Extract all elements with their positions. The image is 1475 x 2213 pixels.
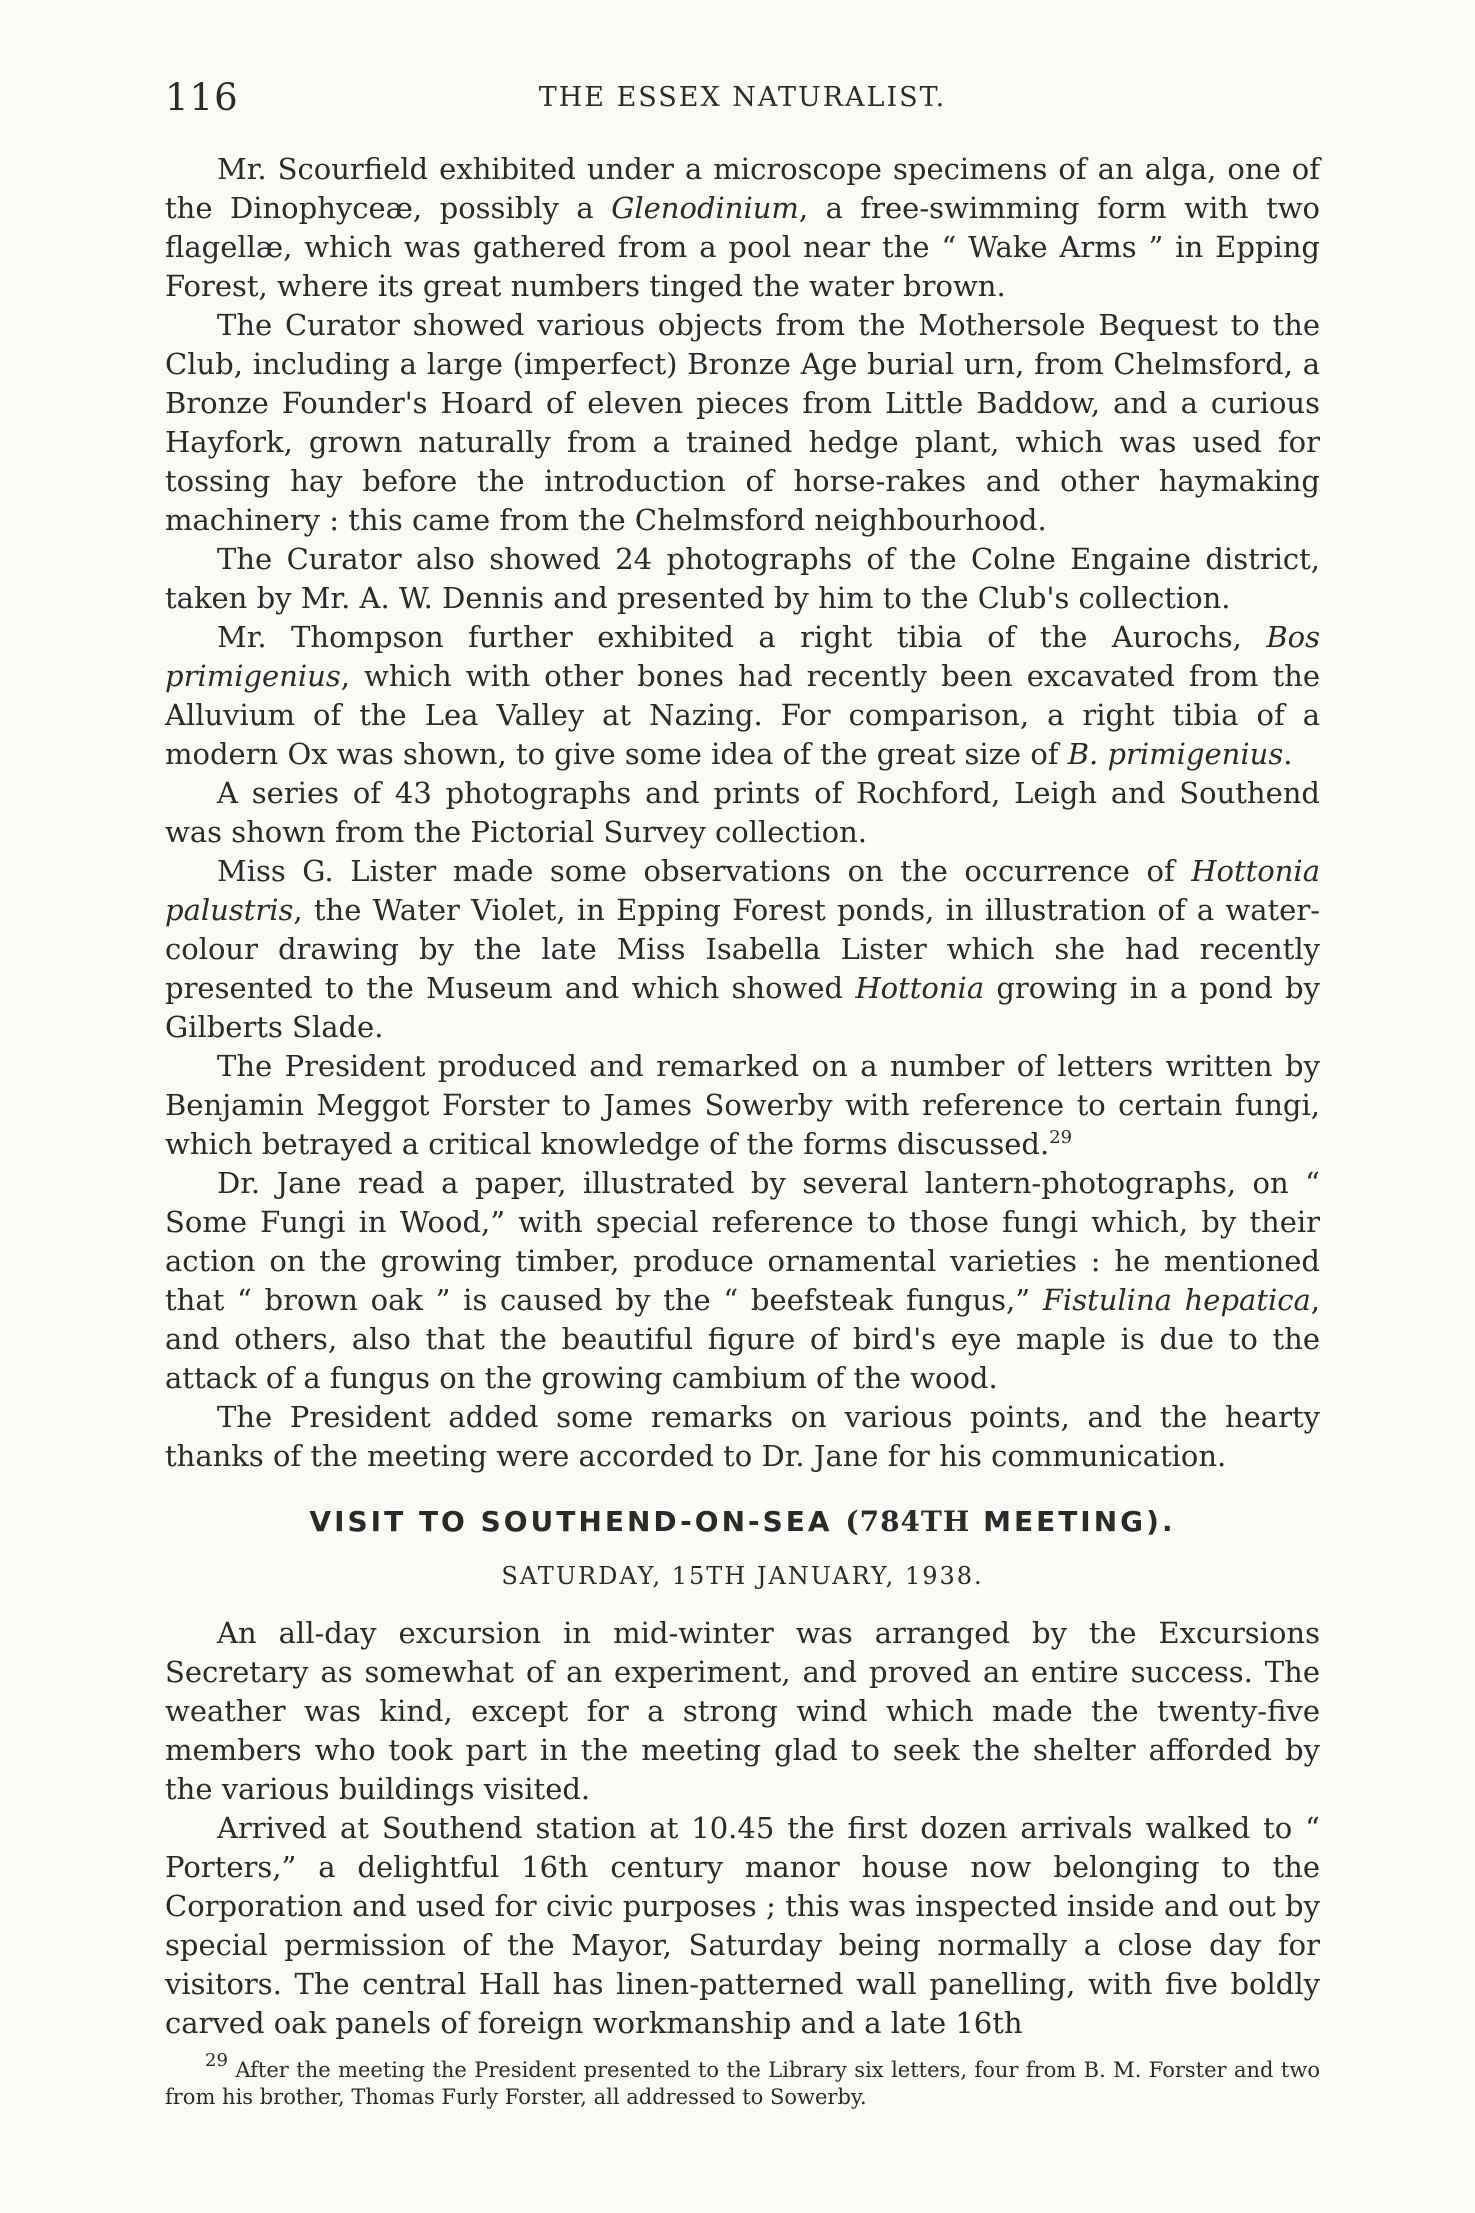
- section-heading-title: VISIT TO SOUTHEND-ON-SEA: [309, 1505, 833, 1538]
- page-number: 116: [165, 76, 239, 119]
- section-heading: [165, 1502, 1320, 1542]
- journal-title: THE ESSEX NATURALIST.: [538, 82, 947, 113]
- footnote-marker: 29: [205, 2050, 228, 2072]
- footnote: [165, 2050, 1320, 2111]
- paragraph: Mr. Scourfield exhibited under a microscope specimens of an alga, one of the Dinophyceæ, possibly a Glenodinium, a free-swimming form with two flagellæ, which was gathered from a pool near the “ Wake Arms ” in Epping Forest, where its great numbers tinged the water brown.: [165, 152, 1321, 303]
- running-head: [165, 76, 1320, 126]
- footnote-text: After the meeting the President presented to the Library six letters, four from B. M. Forster and two from his brother, Thomas Furly Forster, all addressed to Sowerby.: [165, 2058, 1320, 2109]
- section-heading-tail: MEETING).: [983, 1505, 1176, 1538]
- paragraph: The President added some remarks on various points, and the hearty thanks of the meeting were accorded to Dr. Jane for his communication.: [165, 1400, 1320, 1473]
- paragraph: Arrived at Southend station at 10.45 the first dozen arrivals walked to “ Porters,” a delightful 16th century manor house now belonging to the Corporation and used for civic purposes ; this was inspected inside and out by special permission of the Mayor, Saturday being normally a close day for visitors. The central Hall has linen-patterned wall panelling, with five boldly carved oak panels of foreign workmanship and a late 16th: [165, 1811, 1320, 2040]
- body-text: [165, 150, 1320, 2111]
- paragraph: Dr. Jane read a paper, illustrated by several lantern-photographs, on “ Some Fungi in Wood,” with special reference to those fungi which, by their action on the growing timber, produce ornamental varieties : he mentioned that “ brown oak ” is caused by the “ beefsteak fungus,” Fistulina hepatica, and others, also that the beautiful figure of bird's eye maple is due to the attack of a fungus on the growing cambium of the wood.: [165, 1166, 1321, 1395]
- paragraph: The President produced and remarked on a number of letters written by Benjamin Meggot Forster to James Sowerby with reference to certain fungi, which betrayed a critical knowledge of the forms discussed.$^{29}$: [165, 1049, 1320, 1161]
- paragraph: Miss G. Lister made some observations on the occurrence of Hottonia palustris, the Water Violet, in Epping Forest ponds, in illustration of a water-colour drawing by the late Miss Isabella Lister which she had recently presented to the Museum and which showed Hottonia growing in a pond by Gilberts Slade.: [165, 854, 1320, 1044]
- paragraph: A series of 43 photographs and prints of Rochford, Leigh and Southend was shown from the Pictorial Survey collection.: [165, 776, 1320, 849]
- section-dateline: SATURDAY, 15TH JANUARY, 1938.: [501, 1562, 984, 1590]
- paragraph: The Curator also showed 24 photographs of the Colne Engaine district, taken by Mr. A. W. Dennis and presented by him to the Club's collection.: [165, 542, 1320, 615]
- paragraph: Mr. Thompson further exhibited a right tibia of the Aurochs, Bos primigenius, which with other bones had recently been excavated from the Alluvium of the Lea Valley at Nazing. For comparison, a right tibia of a modern Ox was shown, to give some idea of the great size of B. primigenius.: [165, 620, 1320, 771]
- section-heading-meeting: (784TH: [845, 1505, 971, 1538]
- paragraph: An all-day excursion in mid-winter was arranged by the Excursions Secretary as somewhat of an experiment, and proved an entire success. The weather was kind, except for a strong wind which made the twenty-five members who took part in the meeting glad to seek the shelter afforded by the various buildings visited.: [165, 1616, 1320, 1806]
- paragraph: The Curator showed various objects from the Mothersole Bequest to the Club, including a large (imperfect) Bronze Age burial urn, from Chelmsford, a Bronze Founder's Hoard of eleven pieces from Little Baddow, and a curious Hayfork, grown naturally from a trained hedge plant, which was used for tossing hay before the introduction of horse-rakes and other haymaking machinery : this came from the Chelmsford neighbourhood.: [165, 308, 1320, 537]
